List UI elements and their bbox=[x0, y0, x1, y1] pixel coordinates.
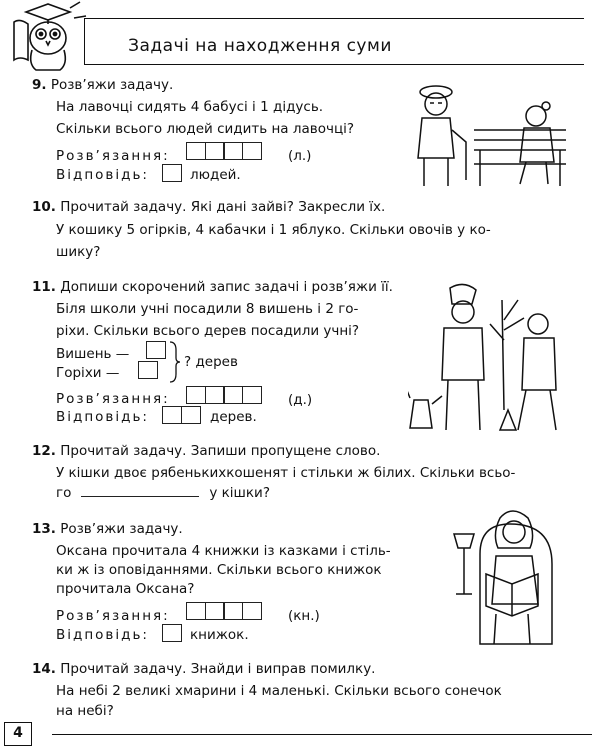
answer-unit: книжок. bbox=[190, 627, 249, 643]
task-9 bbox=[32, 74, 173, 96]
short-row-label: Вишень — bbox=[56, 346, 130, 362]
answer-label: Відповідь: bbox=[56, 409, 149, 425]
page-title: Задачі на находження суми bbox=[128, 36, 392, 56]
task-14 bbox=[32, 658, 375, 680]
task-11-line-2: ріхи. Скільки всього дерев посадили учні? bbox=[56, 323, 360, 339]
header-bar-bottom bbox=[84, 64, 584, 65]
task-13 bbox=[32, 518, 183, 540]
cell[interactable] bbox=[186, 602, 206, 620]
task-instruction: Розв’яжи задачу. bbox=[50, 77, 174, 93]
task-10-line-2: шику? bbox=[56, 244, 101, 260]
task-number: 11. bbox=[32, 279, 56, 295]
cell[interactable] bbox=[223, 602, 243, 620]
solution-label: Розв’язання: bbox=[56, 608, 170, 624]
cell[interactable] bbox=[162, 406, 182, 424]
task-9-line-1: На лавочці сидять 4 бабусі і 1 дідусь. bbox=[56, 99, 324, 115]
cell[interactable] bbox=[242, 602, 262, 620]
cell[interactable] bbox=[186, 142, 206, 160]
cell[interactable] bbox=[205, 386, 225, 404]
answer-cells[interactable] bbox=[162, 406, 199, 424]
cell[interactable] bbox=[223, 142, 243, 160]
short-question: ? дерев bbox=[184, 354, 238, 370]
cell[interactable] bbox=[162, 164, 182, 182]
task-number: 13. bbox=[32, 521, 56, 537]
footer-rule bbox=[52, 734, 592, 735]
solution-cells[interactable] bbox=[186, 386, 261, 404]
short-row-cell[interactable] bbox=[138, 361, 157, 379]
task-14-line-1: На небі 2 великі хмарини і 4 маленькі. Скільки всього сонечок bbox=[56, 683, 502, 699]
page-header bbox=[0, 0, 600, 70]
task-10-line-1: У кошику 5 огірків, 4 кабачки і 1 яблуко. Скільки овочів у ко- bbox=[56, 222, 491, 238]
answer-label: Відповідь: bbox=[56, 627, 149, 643]
cell[interactable] bbox=[186, 386, 206, 404]
answer-label: Відповідь: bbox=[56, 167, 149, 183]
task-instruction: Допиши скорочений запис задачі і розв’яжи її. bbox=[60, 279, 393, 295]
answer-unit: людей. bbox=[190, 167, 241, 183]
task-number: 12. bbox=[32, 443, 56, 459]
answer-blank-line[interactable] bbox=[81, 482, 199, 497]
cell[interactable] bbox=[181, 406, 201, 424]
task-instruction: Розв’яжи задачу. bbox=[60, 521, 183, 537]
task-13-line-2: ки ж із оповіданнями. Скільки всього книжок bbox=[56, 562, 382, 578]
solution-unit: (л.) bbox=[288, 148, 312, 164]
task-number: 10. bbox=[32, 199, 56, 215]
answer-cells[interactable] bbox=[162, 624, 181, 642]
task-13-line-1: Оксана прочитала 4 книжки із казками і стіль- bbox=[56, 543, 391, 559]
children-planting-trees-illustration bbox=[408, 280, 568, 450]
header-rule bbox=[84, 18, 584, 19]
task-instruction: Прочитай задачу. Які дані зайві? Закресли їх. bbox=[60, 199, 386, 215]
page-number-box bbox=[4, 722, 32, 746]
solution-cells[interactable] bbox=[186, 142, 261, 160]
solution-label: Розв’язання: bbox=[56, 391, 170, 407]
cell[interactable] bbox=[205, 602, 225, 620]
task-number: 9. bbox=[32, 77, 47, 93]
answer-cells[interactable] bbox=[162, 164, 181, 182]
line-end: у кішки? bbox=[209, 485, 270, 501]
cell[interactable] bbox=[242, 386, 262, 404]
page-number: 4 bbox=[13, 725, 23, 741]
grandparents-bench-illustration bbox=[408, 74, 573, 192]
task-12-line-1: У кішки двоє рябенькихкошенят і стільки ж білих. Скільки всьо- bbox=[56, 465, 516, 481]
short-row-cell[interactable] bbox=[146, 341, 165, 359]
solution-unit: (д.) bbox=[288, 392, 313, 408]
task-13-line-3: прочитала Оксана? bbox=[56, 581, 195, 597]
task-11 bbox=[32, 276, 393, 298]
solution-unit: (кн.) bbox=[288, 608, 320, 624]
answer-unit: дерев. bbox=[210, 409, 257, 425]
cell[interactable] bbox=[162, 624, 182, 642]
task-11-line-1: Біля школи учні посадили 8 вишень і 2 го- bbox=[56, 301, 359, 317]
brace-icon bbox=[168, 340, 182, 384]
task-12-line-2 bbox=[56, 482, 270, 504]
line-start: го bbox=[56, 485, 72, 501]
girl-reading-illustration bbox=[440, 494, 568, 654]
cell[interactable] bbox=[223, 386, 243, 404]
task-10 bbox=[32, 196, 385, 218]
solution-label: Розв’язання: bbox=[56, 148, 170, 164]
cell[interactable] bbox=[205, 142, 225, 160]
solution-cells[interactable] bbox=[186, 602, 261, 620]
cell[interactable] bbox=[138, 361, 158, 379]
short-row-label: Горіхи — bbox=[56, 365, 120, 381]
task-14-line-2: на небі? bbox=[56, 703, 114, 719]
task-12 bbox=[32, 440, 380, 462]
cell[interactable] bbox=[146, 341, 166, 359]
cell[interactable] bbox=[242, 142, 262, 160]
owl-scholar-icon bbox=[6, 0, 92, 72]
task-9-line-2: Скільки всього людей сидить на лавочці? bbox=[56, 121, 355, 137]
task-number: 14. bbox=[32, 661, 56, 677]
task-instruction: Прочитай задачу. Запиши пропущене слово. bbox=[60, 443, 381, 459]
task-instruction: Прочитай задачу. Знайди і виправ помилку. bbox=[60, 661, 376, 677]
